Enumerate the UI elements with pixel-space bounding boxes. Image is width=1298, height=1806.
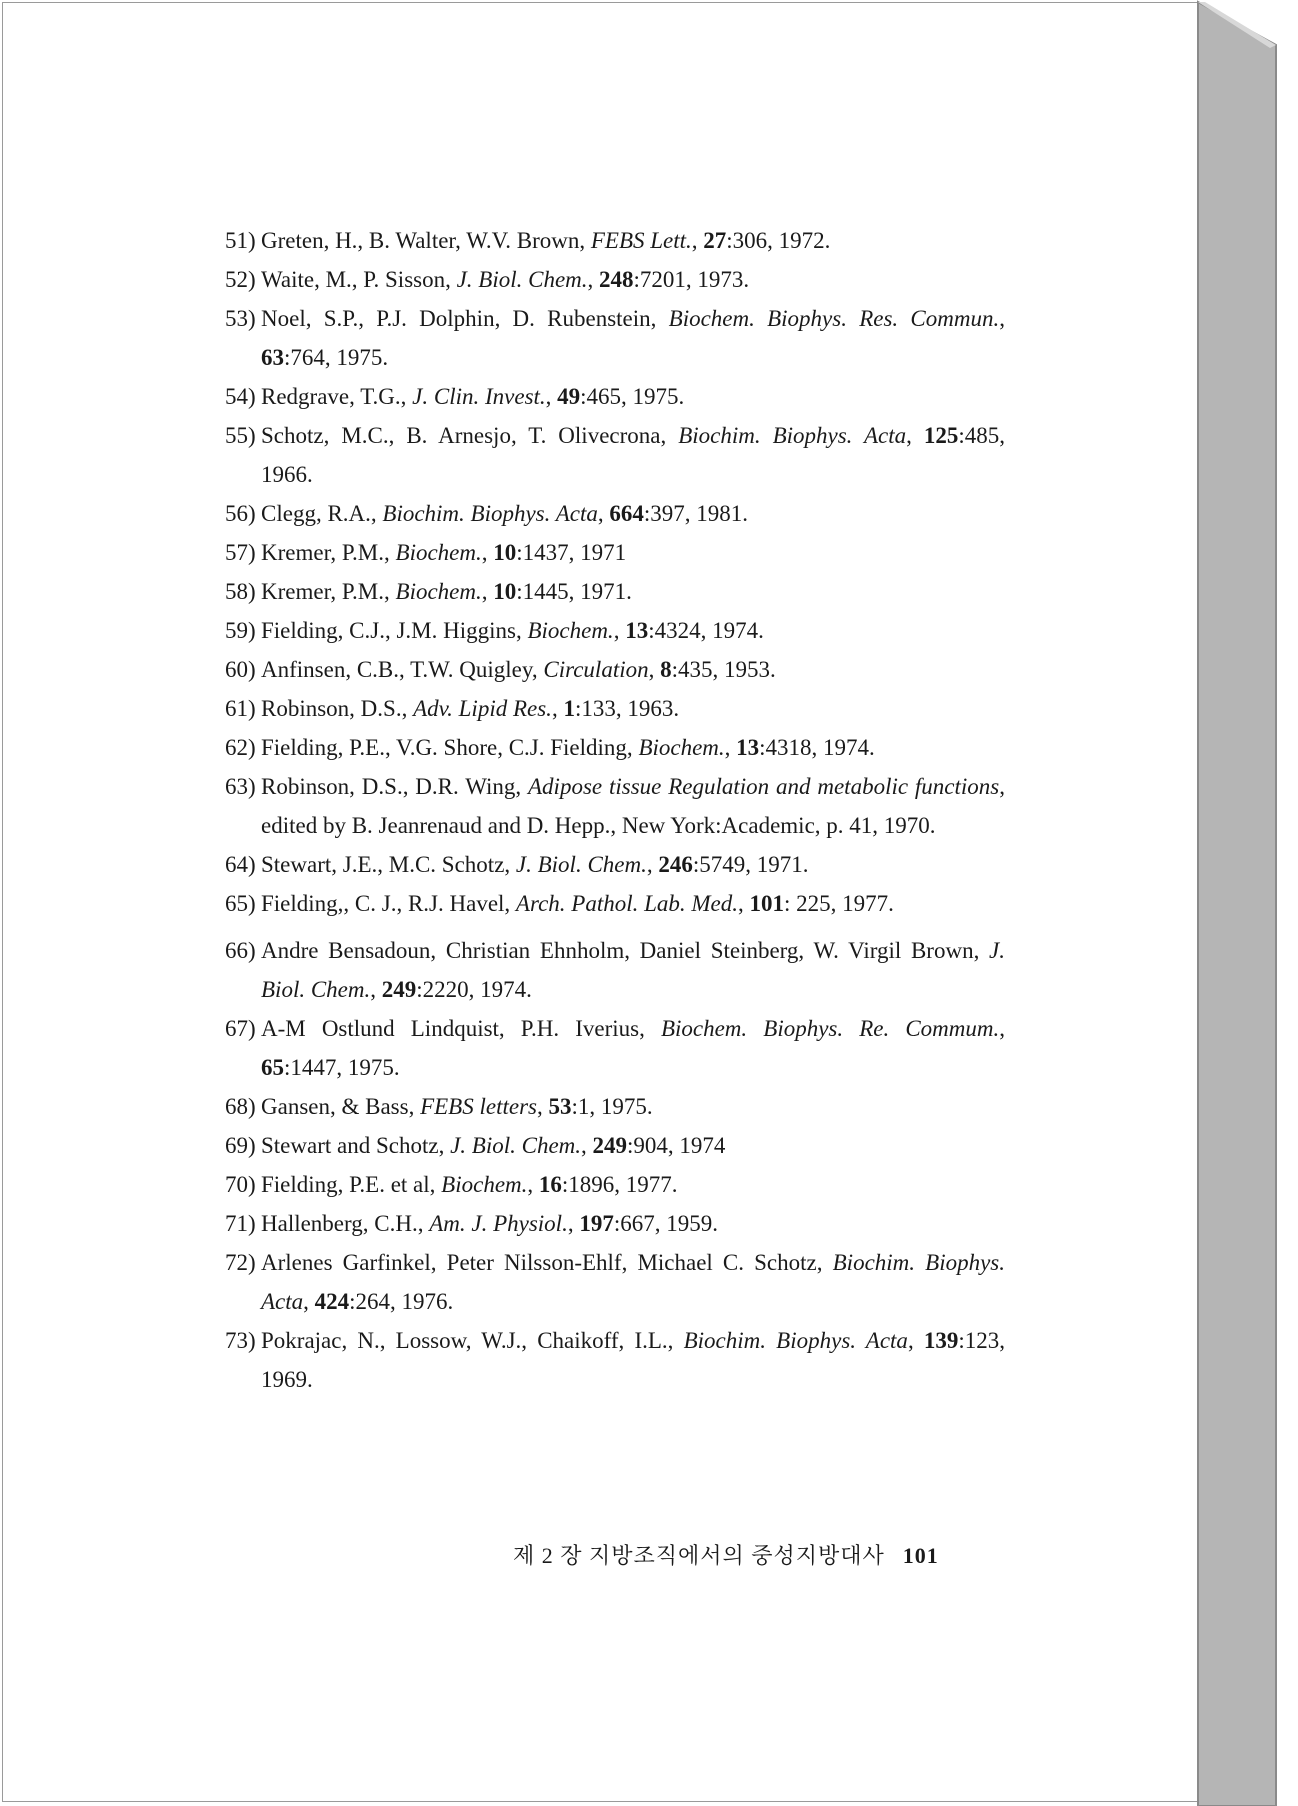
page-footer bbox=[513, 1539, 939, 1570]
reference-number: 68) bbox=[225, 1094, 256, 1119]
journal-title: FEBS letters bbox=[420, 1094, 537, 1119]
reference-item bbox=[225, 1126, 1005, 1165]
reference-item bbox=[225, 299, 1005, 377]
reference-number: 57) bbox=[225, 540, 256, 565]
reference-item bbox=[225, 260, 1005, 299]
reference-text: :306, 1972. bbox=[726, 228, 831, 253]
reference-text: Kremer, P.M., bbox=[261, 540, 396, 565]
reference-item bbox=[225, 533, 1005, 572]
reference-item bbox=[225, 377, 1005, 416]
reference-number: 66) bbox=[225, 938, 256, 963]
volume-number: 424 bbox=[314, 1289, 350, 1314]
reference-text: , bbox=[551, 696, 564, 721]
journal-title: Biochem. bbox=[395, 579, 482, 604]
reference-text: :7201, 1973. bbox=[633, 267, 750, 292]
reference-number: 71) bbox=[225, 1211, 256, 1236]
reference-text: , bbox=[613, 618, 626, 643]
reference-number: 63) bbox=[225, 774, 256, 799]
reference-number: 69) bbox=[225, 1133, 256, 1158]
reference-text: :435, 1953. bbox=[671, 657, 776, 682]
reference-text: :667, 1959. bbox=[613, 1211, 718, 1236]
volume-number: 246 bbox=[658, 852, 693, 877]
reference-item bbox=[225, 416, 1005, 494]
journal-title: J. Clin. Invest. bbox=[412, 384, 546, 409]
journal-title: Biochem. Biophys. Res. Commun. bbox=[668, 306, 1000, 331]
journal-title: J. Biol. Chem. bbox=[456, 267, 588, 292]
reference-number: 61) bbox=[225, 696, 256, 721]
reference-item bbox=[225, 767, 1005, 845]
reference-text: , bbox=[303, 1289, 315, 1314]
volume-number: 101 bbox=[749, 891, 785, 916]
journal-title: FEBS Lett. bbox=[590, 228, 692, 253]
reference-number: 56) bbox=[225, 501, 256, 526]
reference-text: :2220, 1974. bbox=[416, 977, 532, 1002]
reference-text: , bbox=[545, 384, 558, 409]
reference-text: Robinson, D.S., bbox=[261, 696, 414, 721]
volume-number: 197 bbox=[579, 1211, 614, 1236]
reference-number: 62) bbox=[225, 735, 256, 760]
journal-title: Am. J. Physiol. bbox=[429, 1211, 568, 1236]
journal-title: Biochim. Biophys. Acta bbox=[382, 501, 598, 526]
reference-text: , bbox=[999, 306, 1005, 331]
journal-title: Biochem. bbox=[638, 735, 725, 760]
reference-text: Andre Bensadoun, Christian Ehnholm, Daniel Steinberg, W. Virgil Brown, bbox=[261, 938, 990, 963]
reference-item bbox=[225, 1243, 1005, 1321]
journal-title: Biochem. bbox=[441, 1172, 528, 1197]
reference-number: 64) bbox=[225, 852, 256, 877]
volume-number: 249 bbox=[592, 1133, 628, 1158]
journal-title: Adv. Lipid Res. bbox=[413, 696, 552, 721]
reference-text: :4324, 1974. bbox=[648, 618, 764, 643]
reference-text: , bbox=[646, 852, 659, 877]
reference-text: Gansen, & Bass, bbox=[261, 1094, 421, 1119]
volume-number: 249 bbox=[381, 977, 417, 1002]
reference-number: 58) bbox=[225, 579, 256, 604]
reference-text: Noel, S.P., P.J. Dolphin, D. Rubenstein, bbox=[261, 306, 669, 331]
reference-number: 60) bbox=[225, 657, 256, 682]
reference-text: :5749, 1971. bbox=[692, 852, 809, 877]
reference-text: :904, 1974 bbox=[627, 1133, 726, 1158]
reference-text: Anfinsen, C.B., T.W. Quigley, bbox=[261, 657, 544, 682]
reference-text: Fielding, P.E. et al, bbox=[261, 1172, 442, 1197]
reference-text: A-M Ostlund Lindquist, P.H. Iverius, bbox=[261, 1016, 661, 1041]
reference-text: Redgrave, T.G., bbox=[261, 384, 413, 409]
reference-text: , bbox=[724, 735, 737, 760]
reference-text: Hallenberg, C.H., bbox=[261, 1211, 430, 1236]
reference-item bbox=[225, 1009, 1005, 1087]
reference-text: :1896, 1977. bbox=[561, 1172, 678, 1197]
reference-text: Clegg, R.A., bbox=[261, 501, 383, 526]
reference-item bbox=[225, 611, 1005, 650]
reference-text: Robinson, D.S., D.R. Wing, bbox=[261, 774, 528, 799]
volume-number: 664 bbox=[609, 501, 644, 526]
reference-number: 51) bbox=[225, 228, 256, 253]
reference-text: Stewart and Schotz, bbox=[261, 1133, 451, 1158]
reference-item bbox=[225, 650, 1005, 689]
reference-text: , bbox=[587, 267, 600, 292]
journal-title: J. Biol. Chem. bbox=[261, 938, 1005, 1002]
reference-item bbox=[225, 1087, 1005, 1126]
volume-number: 65 bbox=[261, 1055, 284, 1080]
reference-text: :764, 1975. bbox=[284, 345, 389, 370]
page-number: 101 bbox=[902, 1543, 939, 1568]
volume-number: 27 bbox=[703, 228, 727, 253]
reference-text: , bbox=[481, 579, 494, 604]
reference-item bbox=[225, 728, 1005, 767]
reference-text: Fielding,, C. J., R.J. Havel, bbox=[261, 891, 516, 916]
reference-number: 52) bbox=[225, 267, 256, 292]
reference-text: Greten, H., B. Walter, W.V. Brown, bbox=[261, 228, 591, 253]
volume-number: 10 bbox=[493, 579, 517, 604]
reference-text: Schotz, M.C., B. Arnesjo, T. Olivecrona, bbox=[261, 423, 679, 448]
volume-number: 1 bbox=[563, 696, 575, 721]
reference-text: , bbox=[527, 1172, 539, 1197]
journal-title: Arch. Pathol. Lab. Med. bbox=[515, 891, 739, 916]
reference-text: :1445, 1971. bbox=[516, 579, 632, 604]
volume-number: 16 bbox=[538, 1172, 562, 1197]
volume-number: 125 bbox=[923, 423, 959, 448]
reference-item bbox=[225, 931, 1005, 1009]
reference-text: , bbox=[567, 1211, 580, 1236]
volume-number: 10 bbox=[493, 540, 517, 565]
journal-title: Biochem. Biophys. Re. Commum. bbox=[660, 1016, 1000, 1041]
reference-text: , bbox=[907, 1328, 924, 1353]
journal-title: Adipose tissue Regulation and metabolic functions bbox=[528, 774, 1000, 799]
volume-number: 53 bbox=[548, 1094, 572, 1119]
reference-text: Waite, M., P. Sisson, bbox=[261, 267, 457, 292]
reference-text: , bbox=[738, 891, 750, 916]
reference-number: 55) bbox=[225, 423, 256, 448]
reference-number: 59) bbox=[225, 618, 256, 643]
reference-number: 73) bbox=[225, 1328, 256, 1353]
volume-number: 13 bbox=[625, 618, 649, 643]
reference-text: , bbox=[999, 1016, 1005, 1041]
reference-text: , bbox=[906, 423, 924, 448]
journal-title: Biochem. bbox=[395, 540, 482, 565]
volume-number: 139 bbox=[923, 1328, 959, 1353]
reference-text: , bbox=[370, 977, 382, 1002]
volume-number: 13 bbox=[736, 735, 760, 760]
journal-title: Biochim. Biophys. Acta bbox=[683, 1328, 908, 1353]
reference-text: Kremer, P.M., bbox=[261, 579, 396, 604]
reference-text: Arlenes Garfinkel, Peter Nilsson-Ehlf, Michael C. Schotz, bbox=[261, 1250, 833, 1275]
journal-title: Biochim. Biophys. Acta bbox=[261, 1250, 1005, 1314]
reference-text: , bbox=[648, 657, 661, 682]
journal-title: J. Biol. Chem. bbox=[515, 852, 647, 877]
reference-item bbox=[225, 572, 1005, 611]
reference-list bbox=[225, 221, 1005, 1399]
volume-number: 248 bbox=[599, 267, 634, 292]
reference-text: , bbox=[581, 1133, 593, 1158]
reference-number: 65) bbox=[225, 891, 256, 916]
reference-text: :123, 1969. bbox=[261, 1328, 1005, 1392]
reference-text: :485, 1966. bbox=[261, 423, 1006, 487]
reference-number: 72) bbox=[225, 1250, 256, 1275]
reference-item bbox=[225, 689, 1005, 728]
reference-text: , edited by B. Jeanrenaud and D. Hepp., New York:Academic, p. 41, 1970. bbox=[261, 774, 1005, 838]
reference-text: :4318, 1974. bbox=[759, 735, 875, 760]
reference-text: :1437, 1971 bbox=[516, 540, 627, 565]
reference-text: Fielding, P.E., V.G. Shore, C.J. Fielding, bbox=[261, 735, 639, 760]
reference-item bbox=[225, 1204, 1005, 1243]
volume-number: 8 bbox=[660, 657, 672, 682]
journal-title: J. Biol. Chem. bbox=[450, 1133, 582, 1158]
journal-title: Circulation bbox=[543, 657, 649, 682]
journal-title: Biochim. Biophys. Acta bbox=[678, 423, 907, 448]
volume-number: 49 bbox=[557, 384, 581, 409]
reference-item bbox=[225, 494, 1005, 533]
reference-text: :397, 1981. bbox=[643, 501, 749, 526]
reference-text: Pokrajac, N., Lossow, W.J., Chaikoff, I.L., bbox=[261, 1328, 684, 1353]
reference-item bbox=[225, 845, 1005, 884]
reference-text: :1, 1975. bbox=[571, 1094, 653, 1119]
reference-text: , bbox=[597, 501, 610, 526]
reference-text: Stewart, J.E., M.C. Schotz, bbox=[261, 852, 516, 877]
reference-number: 67) bbox=[225, 1016, 256, 1041]
volume-number: 63 bbox=[261, 345, 284, 370]
document-page bbox=[2, 2, 1198, 1802]
reference-text: : 225, 1977. bbox=[784, 891, 894, 916]
reference-item bbox=[225, 1321, 1005, 1399]
reference-number: 53) bbox=[225, 306, 256, 331]
chapter-title: 제 2 장 지방조직에서의 중성지방대사 bbox=[513, 1543, 885, 1568]
reference-text: :133, 1963. bbox=[574, 696, 680, 721]
reference-text: :1447, 1975. bbox=[284, 1055, 400, 1080]
journal-title: Biochem. bbox=[527, 618, 614, 643]
reference-text: :465, 1975. bbox=[580, 384, 685, 409]
reference-text: , bbox=[691, 228, 704, 253]
reference-text: , bbox=[536, 1094, 549, 1119]
reference-item bbox=[225, 1165, 1005, 1204]
reference-item bbox=[225, 884, 1005, 923]
reference-text: , bbox=[481, 540, 494, 565]
reference-number: 54) bbox=[225, 384, 256, 409]
reference-text: Fielding, C.J., J.M. Higgins, bbox=[261, 618, 528, 643]
reference-number: 70) bbox=[225, 1172, 256, 1197]
reference-text: :264, 1976. bbox=[349, 1289, 454, 1314]
reference-item bbox=[225, 221, 1005, 260]
